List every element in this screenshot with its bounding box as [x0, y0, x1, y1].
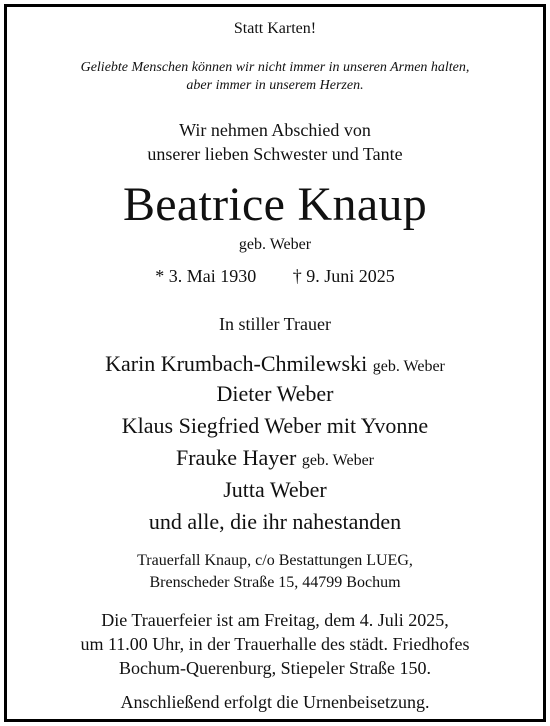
- relative-item: [7, 447, 543, 469]
- address-line-2: Brenscheder Straße 15, 44799 Bochum: [149, 574, 401, 591]
- mourning-intro: In stiller Trauer: [219, 314, 331, 334]
- relative-item: [7, 479, 543, 501]
- relative-item: [7, 511, 543, 533]
- farewell-line-2: unserer lieben Schwester und Tante: [147, 144, 403, 164]
- farewell-line-1: Wir nehmen Abschied von: [179, 120, 371, 140]
- death-date: † 9. Juni 2025: [292, 266, 395, 286]
- relative-name: und alle, die ihr nahestanden: [148, 509, 402, 534]
- relative-name: Frauke Hayer: [175, 445, 297, 470]
- quote-line-1: Geliebte Menschen können wir nicht immer in unseren Armen halten,: [80, 60, 470, 75]
- deceased-name: Beatrice Knaup: [122, 178, 428, 231]
- relative-item: [7, 353, 543, 375]
- headline: Statt Karten!: [233, 20, 317, 37]
- relative-item: [7, 415, 543, 437]
- urn-burial-line: Anschließend erfolgt die Urnenbeisetzung.: [120, 692, 430, 712]
- relative-name: Dieter Weber: [216, 381, 334, 406]
- service-line-1: Die Trauerfeier ist am Freitag, dem 4. Juli 2025,: [101, 610, 449, 630]
- service-line-3: Bochum-Querenburg, Stiepeler Straße 150.: [118, 658, 432, 678]
- relative-name: Jutta Weber: [223, 477, 327, 502]
- relative-note: geb. Weber: [301, 452, 374, 469]
- service-line-2: um 11.00 Uhr, in der Trauerhalle des städt. Friedhofes: [80, 634, 470, 654]
- relative-name: Karin Krumbach-Chmilewski: [105, 351, 368, 376]
- obituary-notice: [4, 4, 546, 722]
- relative-item: [7, 383, 543, 405]
- life-dates: [7, 267, 543, 285]
- relative-name: Klaus Siegfried Weber mit Yvonne: [121, 413, 429, 438]
- quote-line-2: aber immer in unserem Herzen.: [186, 78, 364, 93]
- relative-note: geb. Weber: [372, 358, 445, 375]
- address-line-1: Trauerfall Knaup, c/o Bestattungen LUEG,: [137, 552, 413, 569]
- birth-name: geb. Weber: [238, 236, 312, 253]
- birth-date: * 3. Mai 1930: [155, 266, 257, 286]
